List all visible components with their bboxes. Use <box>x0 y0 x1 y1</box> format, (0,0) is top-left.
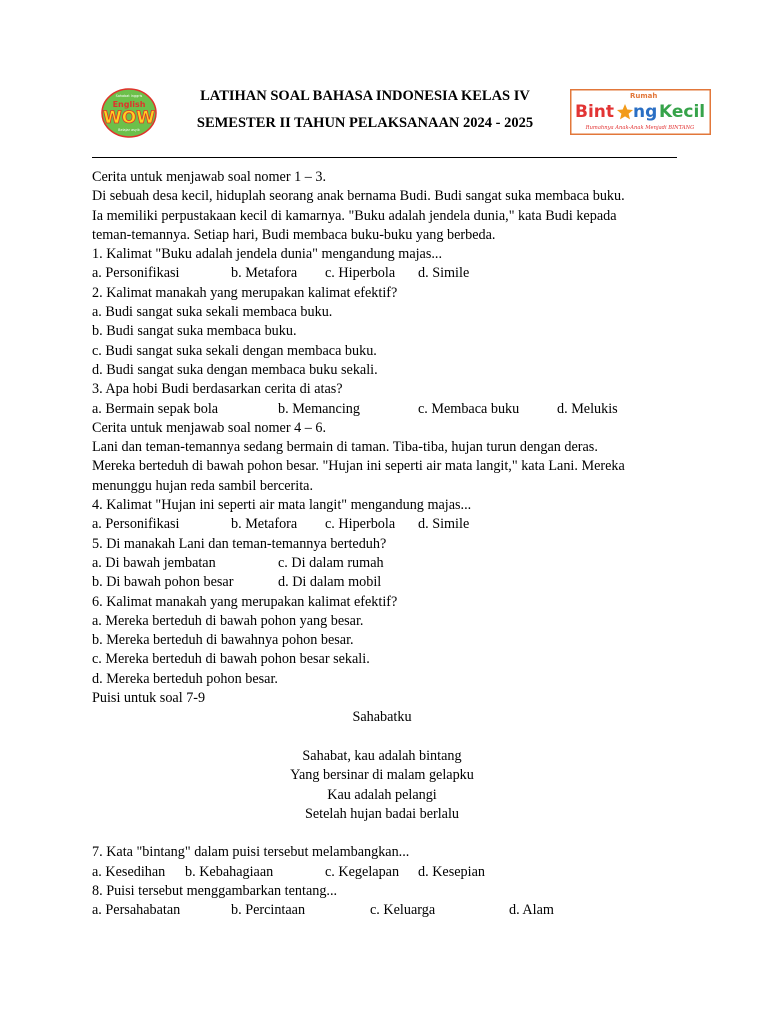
poem-line: Sahabat, kau adalah bintang <box>302 747 462 764</box>
logo-left-top: Sahabat Inggris <box>115 94 143 98</box>
question-1: 1. Kalimat "Buku adalah jendela dunia" mengandung majas... <box>92 246 443 263</box>
option-a: a. Personifikasi <box>92 265 180 282</box>
question-1-options <box>92 264 692 283</box>
worksheet-subtitle: SEMESTER II TAHUN PELAKSANAAN 2024 - 2025 <box>196 115 534 131</box>
logo-left-bottom: Belajar asyik <box>118 128 140 132</box>
option-b: b. Kebahagiaan <box>185 863 274 880</box>
english-wow-logo <box>101 88 157 138</box>
question-3: 3. Apa hobi Budi berdasarkan cerita di atas? <box>92 381 343 398</box>
story1-intro: Cerita untuk menjawab soal nomer 1 – 3. <box>92 169 327 185</box>
worksheet-title: LATIHAN SOAL BAHASA INDONESIA KELAS IV <box>200 88 530 104</box>
question-6: 6. Kalimat manakah yang merupakan kalimat efektif? <box>92 593 398 610</box>
question-8: 8. Puisi tersebut menggambarkan tentang... <box>92 882 338 899</box>
rumah-bintang-kecil-logo <box>570 89 711 135</box>
option-b: b. Memancing <box>278 400 360 417</box>
option-a: a. Personifikasi <box>92 516 180 533</box>
option-b: b. Percintaan <box>231 902 306 919</box>
question-3-options <box>92 400 692 419</box>
poem-line: Kau adalah pelangi <box>327 786 437 803</box>
story2-line: Lani dan teman-temannya sedang bermain di taman. Tiba-tiba, hujan turun dengan deras. <box>92 439 598 456</box>
option-d: d. Budi sangat suka dengan membaca buku sekali. <box>92 361 378 378</box>
option-b: b. Mereka berteduh di bawahnya pohon besar. <box>92 632 354 649</box>
logo-right-tagline: Rumahnya Anak-Anak Menjadi BINTANG <box>585 125 695 131</box>
option-c: c. Membaca buku <box>418 400 520 417</box>
option-c: c. Kegelapan <box>325 863 400 880</box>
option-b: b. Di bawah pohon besar <box>92 574 234 591</box>
poem-line: Setelah hujan badai berlalu <box>304 805 460 822</box>
option-d: d. Alam <box>509 902 554 919</box>
logo-left-word2: WOW <box>103 108 155 128</box>
option-d: d. Kesepian <box>418 863 485 880</box>
logo-right-main2: ng <box>633 102 658 122</box>
poem-line: Yang bersinar di malam gelapku <box>290 767 474 784</box>
option-c: c. Di dalam rumah <box>278 554 384 571</box>
logo-right-main3: Kecil <box>659 102 706 122</box>
question-8-options <box>92 901 692 920</box>
question-2: 2. Kalimat manakah yang merupakan kalimat efektif? <box>92 284 398 301</box>
question-5: 5. Di manakah Lani dan teman-temannya berteduh? <box>92 535 387 552</box>
option-d: d. Simile <box>418 265 470 282</box>
question-5-options-row1 <box>92 554 692 573</box>
logo-right-small: Rumah <box>630 92 658 100</box>
story1-line: Ia memiliki perpustakaan kecil di kamarnya. "Buku adalah jendela dunia," kata Budi kepada <box>92 207 617 224</box>
option-c: c. Budi sangat suka sekali dengan membaca buku. <box>92 342 377 359</box>
option-a: a. Budi sangat suka sekali membaca buku. <box>92 304 333 321</box>
option-c: c. Mereka berteduh di bawah pohon besar sekali. <box>92 651 370 668</box>
question-4: 4. Kalimat "Hujan ini seperti air mata langit" mengandung majas... <box>92 497 472 514</box>
story2-line: Mereka berteduh di bawah pohon besar. "Hujan ini seperti air mata langit," kata Lani. Mereka <box>92 458 625 475</box>
option-d: d. Mereka berteduh pohon besar. <box>92 670 278 687</box>
option-c: c. Hiperbola <box>325 516 396 533</box>
logo-left-word1: English <box>112 100 146 109</box>
question-7-options <box>92 863 692 882</box>
story1-line: teman-temannya. Setiap hari, Budi membaca buku-buku yang berbeda. <box>92 226 496 243</box>
worksheet-body <box>92 168 692 921</box>
option-a: a. Di bawah jembatan <box>92 554 216 571</box>
option-b: b. Metafora <box>231 265 298 282</box>
option-b: b. Budi sangat suka membaca buku. <box>92 323 297 340</box>
question-5-options-row2 <box>92 573 692 592</box>
option-d: d. Melukis <box>557 400 618 417</box>
story2-intro: Cerita untuk menjawab soal nomer 4 – 6. <box>92 419 327 436</box>
option-d: d. Simile <box>418 516 470 533</box>
option-a: a. Mereka berteduh di bawah pohon yang besar. <box>92 612 364 629</box>
poem-intro: Puisi untuk soal 7-9 <box>92 690 206 707</box>
option-a: a. Bermain sepak bola <box>92 400 219 417</box>
story2-line: menunggu hujan reda sambil bercerita. <box>92 477 314 494</box>
option-c: c. Keluarga <box>370 902 436 919</box>
question-4-options <box>92 515 692 534</box>
option-d: d. Di dalam mobil <box>278 574 382 591</box>
logo-right-main1: Bint <box>575 102 615 122</box>
option-a: a. Persahabatan <box>92 902 181 919</box>
header-divider <box>92 157 677 158</box>
document-header <box>0 0 768 160</box>
option-b: b. Metafora <box>231 516 298 533</box>
poem-title: Sahabatku <box>352 709 412 726</box>
option-c: c. Hiperbola <box>325 265 396 282</box>
question-7: 7. Kata "bintang" dalam puisi tersebut melambangkan... <box>92 844 410 861</box>
story1-line: Di sebuah desa kecil, hiduplah seorang anak bernama Budi. Budi sangat suka membaca buku. <box>92 188 625 205</box>
option-a: a. Kesedihan <box>92 863 166 880</box>
